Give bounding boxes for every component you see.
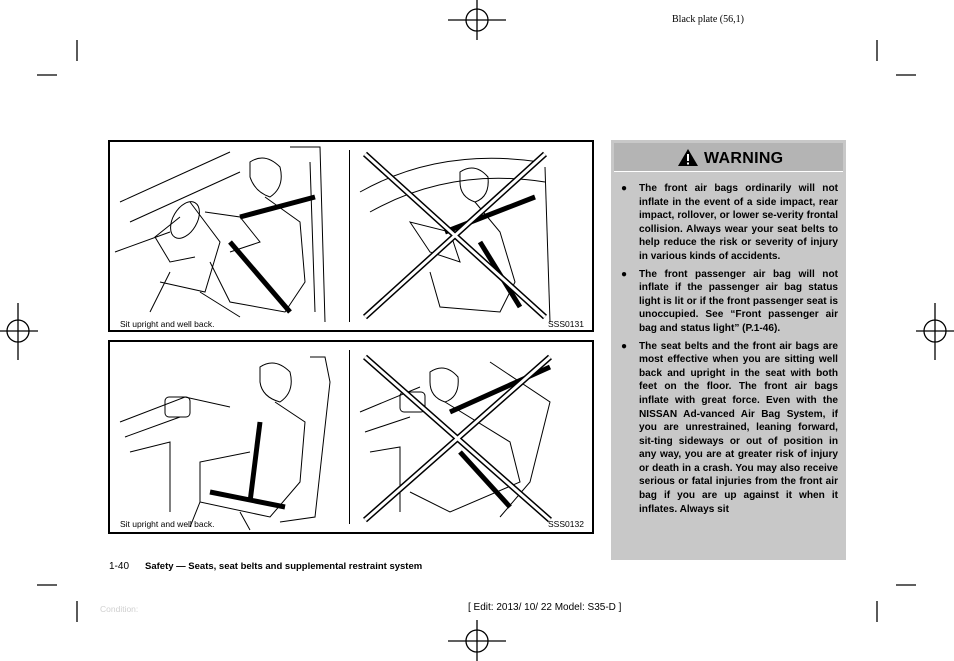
figure-caption: Sit upright and well back. [120,319,215,329]
warning-item [618,182,838,264]
figure-divider [349,150,350,322]
registration-mark-top [448,0,506,40]
warning-item [618,340,838,517]
edit-info: [ Edit: 2013/ 10/ 22 Model: S35-D ] [468,602,622,613]
warning-item-text: The front air bags ordinarily will not inflate in the event of a side impact, rear impact, rollover, or lower se-verity frontal collision. Always wear your seat belts to help reduce the risk or severity of injury in various kinds of accidents. [639,183,838,262]
registration-mark-bottom [448,620,506,661]
figure-divider [349,350,350,524]
figure-code: SSS0131 [548,319,584,329]
page-number: 1-40 [109,561,130,572]
warning-title: WARNING [704,150,784,167]
figure-sss0132 [108,340,594,534]
warning-item [618,268,838,336]
correct-driver-drawing [115,147,325,322]
warning-item-text: The seat belts and the front air bags are most effective when you are sitting well back and upright in the seat with both feet on the floor. The front air bags inflate with great force. Even with the NISSAN Ad-vanced Air Bag System, if you are unrestrained, leaning forward, sit-ting sideways or out of position in any way, you are at greater risk of injury or death in a crash. You may also receive serious or fatal injuries from the front air bag if you are up against it when it inflates. Always sit [639,340,838,515]
bullet-icon: ● [621,183,628,194]
figure-sss0131 [108,140,594,332]
figure-illustration [110,342,592,532]
warning-box [611,140,846,560]
figure-illustration [110,142,592,330]
warning-triangle-icon [677,148,699,167]
incorrect-driver-drawing [360,154,550,322]
figure-caption: Sit upright and well back. [120,519,215,529]
bullet-icon: ● [621,340,628,352]
figure-code: SSS0132 [548,519,584,529]
condition-label: Condition: [100,604,139,614]
registration-mark-left [0,303,38,360]
page-footer [109,561,422,572]
section-title: Safety — Seats, seat belts and supplemental restraint system [145,561,423,572]
registration-mark-right [916,303,954,360]
correct-passenger-drawing [120,357,330,530]
incorrect-passenger-drawing [360,357,550,520]
warning-item-text: The front passenger air bag will not inflate if the passenger air bag status light is lit or if the front passenger seat is unoccupied. See “Front passenger air bag and status light” (P.1-46). [639,268,838,334]
warning-list [618,182,838,520]
plate-label: Black plate (56,1) [672,14,744,25]
bullet-icon: ● [621,268,628,280]
warning-header [614,143,843,172]
